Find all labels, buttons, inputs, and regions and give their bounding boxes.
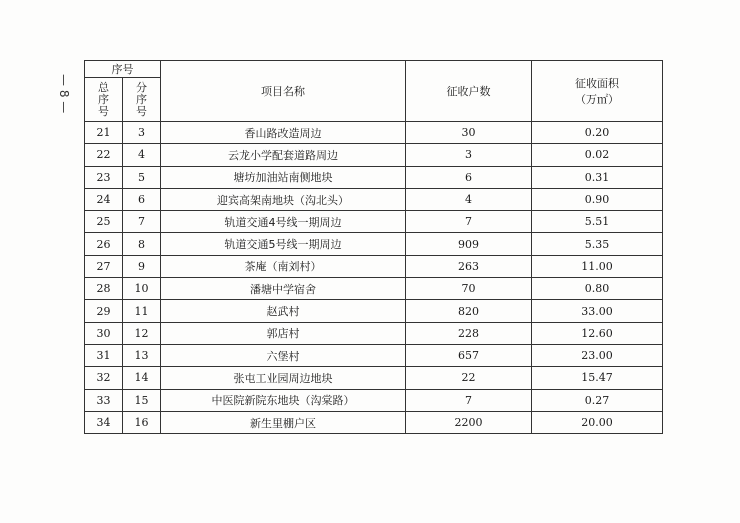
area-cell: 5.51: [532, 211, 663, 233]
households-cell: 820: [406, 300, 532, 322]
sub-serial-header-char: 序: [136, 92, 147, 106]
households-cell: 7: [406, 211, 532, 233]
total-serial-cell: 22: [85, 144, 123, 166]
households-cell: 7: [406, 389, 532, 411]
expropriation-table: [84, 60, 663, 434]
table-body: [85, 122, 663, 434]
households-cell: 909: [406, 233, 532, 255]
sub-serial-header: [123, 78, 161, 122]
total-serial-cell: 25: [85, 211, 123, 233]
table-row: [85, 255, 663, 277]
table-row: [85, 300, 663, 322]
area-cell: 15.47: [532, 367, 663, 389]
serial-header: 序号: [85, 61, 161, 78]
project-name-cell: 轨道交通5号线一期周边: [161, 233, 406, 255]
households-cell: 6: [406, 166, 532, 188]
total-serial-header-char: 总: [98, 80, 109, 94]
project-name-cell: 迎宾高架南地块（沟北头）: [161, 188, 406, 210]
sub-serial-cell: 5: [123, 166, 161, 188]
total-serial-cell: 30: [85, 322, 123, 344]
total-serial-header: [85, 78, 123, 122]
sub-serial-cell: 8: [123, 233, 161, 255]
households-cell: 30: [406, 122, 532, 144]
total-serial-cell: 26: [85, 233, 123, 255]
project-name-cell: 郭店村: [161, 322, 406, 344]
sub-serial-header-char: 分: [136, 80, 147, 94]
table-row: [85, 166, 663, 188]
project-name-cell: 茶庵（南刘村）: [161, 255, 406, 277]
project-name-header: 项目名称: [161, 61, 406, 122]
table-row: [85, 367, 663, 389]
sub-serial-cell: 7: [123, 211, 161, 233]
total-serial-cell: 29: [85, 300, 123, 322]
households-cell: 2200: [406, 411, 532, 433]
total-serial-cell: 33: [85, 389, 123, 411]
sub-serial-header-char: 号: [136, 104, 147, 118]
total-serial-cell: 24: [85, 188, 123, 210]
total-serial-header-char: 号: [98, 104, 109, 118]
project-name-cell: 赵武村: [161, 300, 406, 322]
project-name-cell: 香山路改造周边: [161, 122, 406, 144]
table-row: [85, 344, 663, 366]
households-cell: 70: [406, 278, 532, 300]
project-name-cell: 新生里棚户区: [161, 411, 406, 433]
area-cell: 12.60: [532, 322, 663, 344]
sub-serial-cell: 11: [123, 300, 161, 322]
sub-serial-cell: 4: [123, 144, 161, 166]
project-name-cell: 六堡村: [161, 344, 406, 366]
total-serial-header-char: 序: [98, 92, 109, 106]
sub-serial-cell: 12: [123, 322, 161, 344]
area-cell: 0.80: [532, 278, 663, 300]
area-cell: 0.90: [532, 188, 663, 210]
table-row: [85, 233, 663, 255]
sub-serial-cell: 6: [123, 188, 161, 210]
area-header-line1: 征收面积: [575, 77, 619, 90]
sub-serial-cell: 15: [123, 389, 161, 411]
area-cell: 0.31: [532, 166, 663, 188]
table-row: [85, 211, 663, 233]
area-cell: 5.35: [532, 233, 663, 255]
project-name-cell: 张屯工业园周边地块: [161, 367, 406, 389]
sub-serial-cell: 9: [123, 255, 161, 277]
project-name-cell: 轨道交通4号线一期周边: [161, 211, 406, 233]
project-name-cell: 中医院新院东地块（沟棠路）: [161, 389, 406, 411]
area-cell: 23.00: [532, 344, 663, 366]
page-number-value: 8: [57, 89, 71, 98]
households-header: 征收户数: [406, 61, 532, 122]
total-serial-cell: 21: [85, 122, 123, 144]
table-row: [85, 122, 663, 144]
table-row: [85, 411, 663, 433]
area-cell: 0.27: [532, 389, 663, 411]
area-cell: 11.00: [532, 255, 663, 277]
project-name-cell: 云龙小学配套道路周边: [161, 144, 406, 166]
table-row: [85, 144, 663, 166]
table-row: [85, 188, 663, 210]
households-cell: 3: [406, 144, 532, 166]
total-serial-cell: 32: [85, 367, 123, 389]
sub-serial-cell: 13: [123, 344, 161, 366]
area-header: [532, 61, 663, 122]
page-number: — 8 —: [57, 74, 71, 114]
total-serial-cell: 28: [85, 278, 123, 300]
area-header-unit: （万㎡）: [575, 93, 619, 106]
total-serial-cell: 23: [85, 166, 123, 188]
area-cell: 0.20: [532, 122, 663, 144]
area-cell: 20.00: [532, 411, 663, 433]
area-cell: 0.02: [532, 144, 663, 166]
total-serial-cell: 31: [85, 344, 123, 366]
households-cell: 657: [406, 344, 532, 366]
households-cell: 22: [406, 367, 532, 389]
households-cell: 228: [406, 322, 532, 344]
project-name-cell: 塘坊加油站南侧地块: [161, 166, 406, 188]
project-name-cell: 潘塘中学宿舍: [161, 278, 406, 300]
sub-serial-cell: 16: [123, 411, 161, 433]
sub-serial-cell: 3: [123, 122, 161, 144]
table-row: [85, 322, 663, 344]
households-cell: 4: [406, 188, 532, 210]
table-row: [85, 389, 663, 411]
sub-serial-cell: 10: [123, 278, 161, 300]
area-cell: 33.00: [532, 300, 663, 322]
table-row: [85, 278, 663, 300]
sub-serial-cell: 14: [123, 367, 161, 389]
total-serial-cell: 27: [85, 255, 123, 277]
total-serial-cell: 34: [85, 411, 123, 433]
households-cell: 263: [406, 255, 532, 277]
